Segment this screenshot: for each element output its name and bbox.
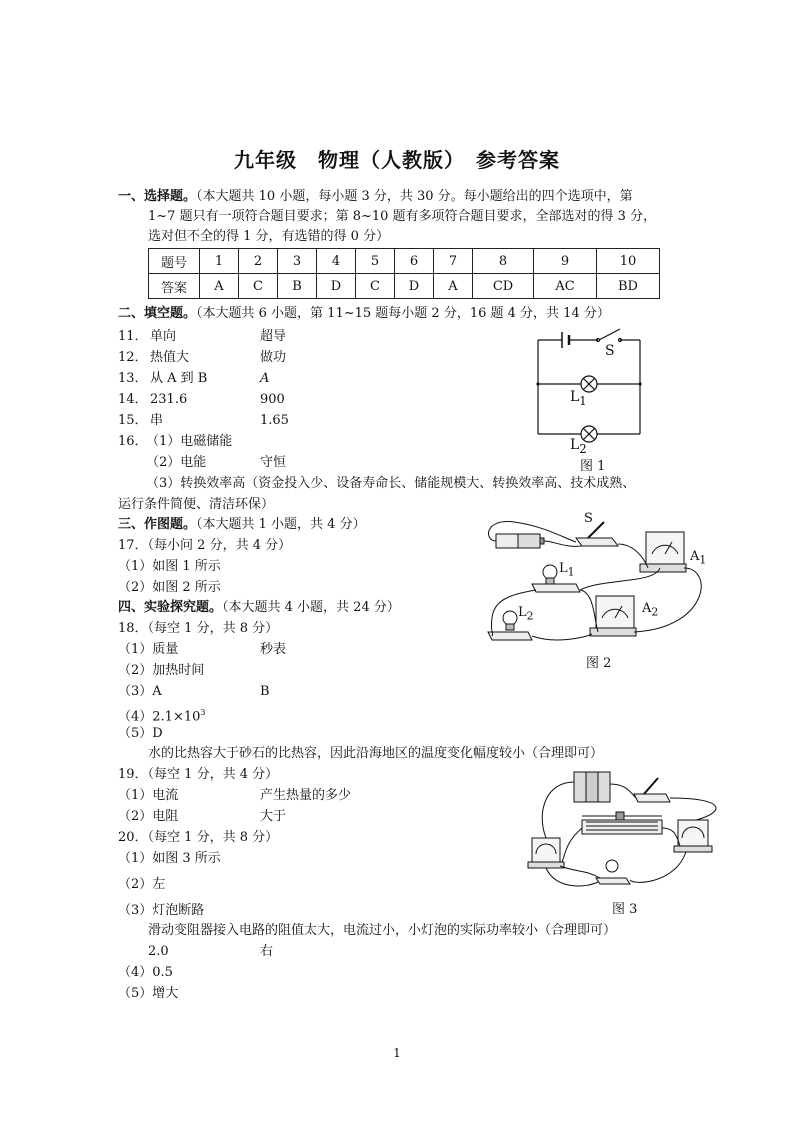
figure-2-circuit — [484, 508, 714, 648]
fig2-lamp1-sub: 1 — [567, 565, 575, 579]
page-number: 1 — [393, 1046, 401, 1060]
q20-header: 20．（每空 1 分，共 8 分） — [118, 830, 279, 845]
table-cell: B — [278, 274, 317, 299]
sec3-header — [118, 516, 366, 534]
fig2-lamp2-label — [518, 604, 534, 626]
lamp1-label — [570, 388, 587, 410]
q16-part3-cont: 运行条件简便、清洁环保） — [118, 497, 275, 512]
q16-part3: （3）转换效率高（资金投入少、设备寿命长、储能规模大、转换效率高、技术成熟、 — [146, 476, 636, 491]
table-cell: D — [317, 274, 356, 299]
q18-part4-label: （4） — [118, 709, 153, 725]
q15-answer-b: 1.65 — [260, 413, 289, 428]
q19-part1-b: 产生热量的多少 — [260, 788, 352, 803]
q20-note: 滑动变阻器接入电路的阻值太大，电流过小，小灯泡的实际功率较小（合理即可） — [148, 923, 617, 938]
lamp1-sub: 1 — [579, 393, 587, 408]
q20-part3: （3）灯泡断路 — [118, 903, 205, 918]
q18-part5: （5）D — [118, 726, 163, 741]
fig2-ammeter1-label — [690, 548, 706, 570]
table-cell: 3 — [278, 249, 317, 274]
q18-part4 — [118, 704, 205, 726]
table-cell: 10 — [597, 249, 660, 274]
table-cell: A — [434, 274, 473, 299]
sec1-desc: （本大题共 10 小题，每小题 3 分，共 30 分。每小题给出的四个选项中，第 — [196, 189, 633, 204]
q16-part1: （1）电磁储能 — [146, 434, 233, 449]
table-cell: D — [395, 274, 434, 299]
sec4-heading: 四、实验探究题。 — [118, 600, 223, 615]
q14-answer-b: 900 — [260, 392, 285, 407]
q17-part1: （1）如图 1 所示 — [118, 559, 221, 574]
fig2-ammeter2-label — [642, 600, 658, 622]
q14-answer-a: 231.6 — [150, 392, 188, 407]
q15-number: 15． — [118, 413, 148, 428]
q18-part1-a: （1）质量 — [118, 642, 179, 657]
q20-part3-value-b: 右 — [260, 944, 274, 959]
table-cell: 1 — [200, 249, 239, 274]
fig2-ammeter2-sub: 2 — [651, 605, 659, 619]
sec1-line2: 1~7 题只有一项符合题目要求；第 8~10 题有多项符合题目要求，全部选对的得 3 分， — [148, 209, 657, 224]
sec4-desc: （本大题共 4 小题，共 24 分） — [222, 600, 400, 615]
table-row — [149, 274, 660, 299]
sec1-line3: 选对但不全的得 1 分，有选错的得 0 分） — [148, 229, 390, 244]
table-cell: AC — [534, 274, 597, 299]
table-cell: 9 — [534, 249, 597, 274]
q20-part1: （1）如图 3 所示 — [118, 851, 221, 866]
sec3-heading: 三、作图题。 — [118, 517, 197, 532]
q16-part2-b: 守恒 — [260, 455, 287, 470]
fig2-lamp2-sub: 2 — [526, 609, 534, 623]
q19-part2-b: 大于 — [260, 809, 287, 824]
q19-header: 19．（每空 1 分，共 4 分） — [118, 767, 279, 782]
q13-number: 13． — [118, 371, 148, 386]
q19-part1-a: （1）电流 — [118, 788, 179, 803]
fig2-ammeter1-letter: A — [690, 549, 700, 564]
q14-number: 14． — [118, 392, 148, 407]
table-cell: CD — [473, 274, 534, 299]
q18-note: 水的比热容大于砂石的比热容，因此沿海地区的温度变化幅度较小（合理即可） — [148, 746, 604, 761]
q16-number: 16． — [118, 434, 148, 449]
q13-answer-b: A — [260, 371, 270, 386]
q12-answer-a: 热值大 — [150, 350, 190, 365]
q20-part4: （4）0.5 — [118, 965, 173, 980]
q18-part3-a: （3）A — [118, 684, 162, 699]
sec3-desc: （本大题共 1 小题，共 4 分） — [196, 517, 366, 532]
table-cell: 2 — [239, 249, 278, 274]
table-cell: 6 — [395, 249, 434, 274]
q18-part4-exponent: 3 — [200, 708, 206, 717]
fig2-ammeter1-sub: 1 — [699, 553, 707, 567]
page-title: 九年级 物理（人教版） 参考答案 — [234, 148, 560, 172]
q12-answer-b: 做功 — [260, 350, 287, 365]
table-row — [149, 249, 660, 274]
sec4-header — [118, 599, 400, 617]
figure-1-circuit — [528, 322, 648, 456]
figure-3-caption: 图 3 — [612, 902, 638, 917]
q12-number: 12． — [118, 350, 148, 365]
fig2-lamp1-label — [559, 560, 575, 582]
q16-part2: （2）电能 — [146, 455, 207, 470]
q18-part4-value: 2.1×10 — [152, 709, 201, 725]
sec2-header — [118, 305, 610, 323]
lamp2-letter: L — [570, 437, 580, 453]
q18-part1-b: 秒表 — [260, 642, 287, 657]
table-row-label: 答案 — [149, 274, 200, 299]
sec1-line1 — [118, 188, 633, 206]
sec1-heading: 一、选择题。 — [118, 189, 197, 204]
q20-part5: （5）增大 — [118, 986, 179, 1001]
answer-table — [148, 248, 660, 299]
table-cell: C — [356, 274, 395, 299]
fig2-switch-label: S — [584, 511, 593, 526]
table-cell: 4 — [317, 249, 356, 274]
lamp2-sub: 2 — [579, 441, 587, 456]
q11-number: 11． — [118, 329, 148, 344]
fig2-lamp1-letter: L — [559, 561, 568, 576]
fig2-lamp2-letter: L — [518, 605, 527, 620]
q11-answer-a: 单向 — [150, 329, 177, 344]
table-cell: 8 — [473, 249, 534, 274]
table-cell: BD — [597, 274, 660, 299]
q17-part2: （2）如图 2 所示 — [118, 580, 221, 595]
lamp1-letter: L — [570, 389, 580, 405]
q18-part3-b: B — [260, 684, 270, 699]
figure-3-circuit — [526, 762, 732, 894]
q18-part2: （2）加热时间 — [118, 663, 205, 678]
table-cell: 5 — [356, 249, 395, 274]
table-cell: A — [200, 274, 239, 299]
sec2-desc: （本大题共 6 小题，第 11~15 题每小题 2 分，16 题 4 分，共 14 分） — [196, 306, 610, 321]
q15-answer-a: 串 — [150, 413, 164, 428]
table-row-label: 题号 — [149, 249, 200, 274]
q19-part2-a: （2）电阻 — [118, 809, 179, 824]
q20-part3-value-a: 2.0 — [148, 944, 169, 959]
fig2-ammeter2-letter: A — [642, 601, 652, 616]
figure-2-caption: 图 2 — [586, 656, 612, 671]
figure-1-caption: 图 1 — [580, 459, 606, 474]
table-cell: 7 — [434, 249, 473, 274]
switch-label: S — [605, 343, 615, 359]
table-cell: C — [239, 274, 278, 299]
sec2-heading: 二、填空题。 — [118, 306, 197, 321]
q11-answer-b: 超导 — [260, 329, 287, 344]
q17-header: 17．（每小问 2 分，共 4 分） — [118, 538, 292, 553]
q20-part2: （2）左 — [118, 877, 166, 892]
q13-answer-a: 从 A 到 B — [150, 371, 208, 386]
q18-header: 18．（每空 1 分，共 8 分） — [118, 621, 279, 636]
